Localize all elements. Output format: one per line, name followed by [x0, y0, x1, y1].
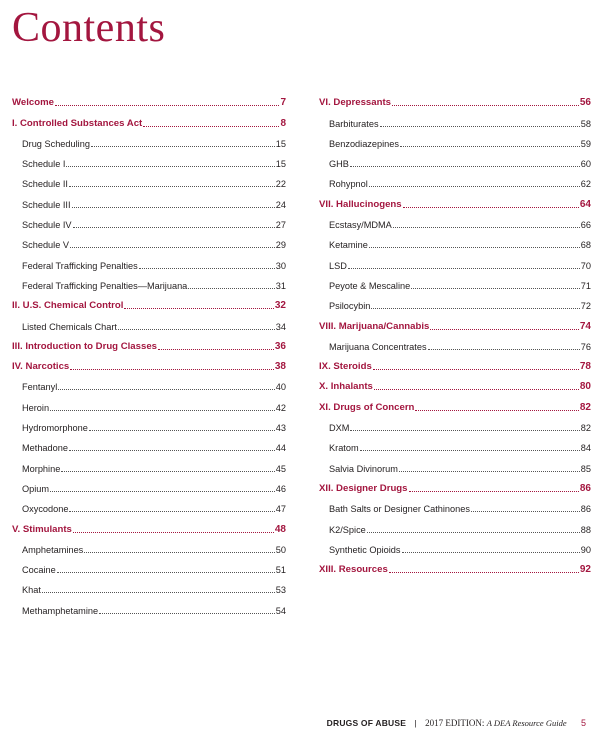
toc-entry-page: 53 — [275, 585, 286, 596]
dot-leader — [139, 268, 275, 269]
dot-leader — [402, 552, 580, 553]
dot-leader — [380, 126, 580, 127]
toc-section-entry[interactable] — [319, 555, 591, 575]
dot-leader — [70, 369, 274, 370]
toc-entry-page: 92 — [579, 564, 591, 576]
dot-leader — [99, 613, 275, 614]
toc-entry-page: 82 — [580, 423, 591, 434]
toc-entry-label: Hydromorphone — [22, 423, 88, 434]
toc-entry-label: Drug Scheduling — [22, 138, 90, 149]
toc-entry-label: Rohypnol — [329, 179, 368, 190]
toc-entry-page: 70 — [580, 260, 591, 271]
dot-leader — [73, 227, 275, 228]
page-footer — [327, 718, 586, 728]
toc-entry-label: VII. Hallucinogens — [319, 198, 402, 210]
toc-entry-page: 76 — [580, 341, 591, 352]
toc-sub-entry[interactable] — [12, 555, 286, 575]
dot-leader — [66, 166, 274, 167]
toc-section-entry[interactable] — [319, 474, 591, 494]
dot-leader — [367, 532, 580, 533]
toc-sub-entry[interactable] — [12, 129, 286, 149]
toc-sub-entry[interactable] — [319, 535, 591, 555]
toc-entry-label: Federal Trafficking Penalties — [22, 260, 138, 271]
toc-entry-label: Khat — [22, 585, 41, 596]
toc-entry-page: 59 — [580, 138, 591, 149]
toc-sub-entry[interactable] — [319, 169, 591, 189]
toc-entry-page: 71 — [580, 280, 591, 291]
dot-leader — [393, 227, 580, 228]
toc-entry-page: 7 — [280, 97, 286, 109]
toc-entry-page: 46 — [275, 483, 286, 494]
toc-sub-entry[interactable] — [12, 271, 286, 291]
toc-sub-entry[interactable] — [319, 230, 591, 250]
dot-leader — [371, 308, 579, 309]
toc-entry-page: 90 — [580, 544, 591, 555]
toc-entry-page: 15 — [275, 159, 286, 170]
toc-entry-page: 50 — [275, 544, 286, 555]
toc-section-entry[interactable] — [319, 372, 591, 392]
dot-leader — [389, 572, 579, 573]
toc-sub-entry[interactable] — [12, 210, 286, 230]
dot-leader — [369, 186, 580, 187]
toc-sub-entry[interactable] — [319, 453, 591, 473]
toc-entry-page: 62 — [580, 179, 591, 190]
dot-leader — [73, 532, 274, 533]
toc-entry-page: 29 — [275, 240, 286, 251]
dot-leader — [399, 471, 580, 472]
toc-sub-entry[interactable] — [319, 514, 591, 534]
dot-leader — [392, 105, 579, 106]
toc-section-entry[interactable] — [12, 352, 286, 372]
dot-leader — [374, 389, 579, 390]
toc-sub-entry[interactable] — [12, 413, 286, 433]
toc-entry-page: 22 — [275, 179, 286, 190]
toc-sub-entry[interactable] — [319, 129, 591, 149]
dot-leader — [50, 491, 275, 492]
toc-entry-page: 60 — [580, 159, 591, 170]
toc-entry-label: Schedule V — [22, 240, 69, 251]
toc-entry-page: 85 — [580, 463, 591, 474]
toc-sub-entry[interactable] — [12, 372, 286, 392]
toc-section-entry[interactable] — [319, 392, 591, 412]
toc-entry-label: Amphetamines — [22, 544, 84, 555]
toc-entry-label: Peyote & Mescaline — [329, 280, 411, 291]
toc-entry-label: Schedule I — [22, 159, 66, 170]
dot-leader — [89, 430, 275, 431]
toc-entry-page: 8 — [280, 117, 286, 129]
toc-entry-page: 30 — [275, 260, 286, 271]
toc-entry-label: Synthetic Opioids — [329, 544, 401, 555]
dot-leader — [50, 410, 275, 411]
toc-entry-label: Benzodiazepines — [329, 138, 399, 149]
toc-section-entry[interactable] — [12, 332, 286, 352]
toc-entry-page: 47 — [275, 504, 286, 515]
dot-leader — [91, 146, 275, 147]
toc-entry-page: 31 — [275, 280, 286, 291]
toc-entry-page: 66 — [580, 220, 591, 231]
toc-entry-label: Schedule III — [22, 199, 71, 210]
toc-sub-entry[interactable] — [12, 392, 286, 412]
dot-leader — [188, 288, 274, 289]
dot-leader — [61, 471, 274, 472]
toc-entry-label: Heroin — [22, 402, 50, 413]
toc-entry-label: XIII. Resources — [319, 564, 388, 576]
toc-entry-label: XI. Drugs of Concern — [319, 401, 415, 413]
toc-entry-label: Welcome — [12, 97, 54, 109]
dot-leader — [69, 511, 274, 512]
toc-entry-label: Barbiturates — [329, 118, 379, 129]
toc-entry-label: IV. Narcotics — [12, 361, 70, 373]
toc-entry-page: 42 — [275, 402, 286, 413]
toc-sub-entry[interactable] — [319, 250, 591, 270]
toc-entry-page: 82 — [579, 401, 591, 413]
dot-leader — [373, 369, 579, 370]
toc-entry-page: 51 — [275, 565, 286, 576]
toc-entry-label: VI. Depressants — [319, 97, 391, 109]
toc-entry-label: Kratom — [329, 443, 359, 454]
footer-brand: DRUGS OF ABUSE — [326, 718, 407, 728]
toc-sub-entry[interactable] — [319, 271, 591, 291]
toc-entry-page: 43 — [275, 423, 286, 434]
toc-entry-page: 80 — [579, 381, 591, 393]
dot-leader — [57, 572, 275, 573]
toc-entry-page: 15 — [275, 138, 286, 149]
toc-entry-label: Ecstasy/MDMA — [329, 220, 392, 231]
toc-entry-label: IX. Steroids — [319, 361, 372, 373]
toc-entry-label: X. Inhalants — [319, 381, 373, 393]
toc-sub-entry[interactable] — [319, 494, 591, 514]
toc-entry-label: Methadone — [22, 443, 68, 454]
toc-section-entry[interactable] — [12, 108, 286, 128]
toc-entry-label: GHB — [329, 159, 349, 170]
toc-entry-page: 56 — [579, 97, 591, 109]
toc-entry-label: Schedule II — [22, 179, 68, 190]
footer-page-number: 5 — [580, 718, 586, 728]
dot-leader — [360, 450, 580, 451]
toc-entry-label: III. Introduction to Drug Classes — [12, 340, 157, 352]
toc-section-entry[interactable] — [12, 514, 286, 534]
dot-leader — [403, 207, 579, 208]
toc-entry-label: Marijuana Concentrates — [329, 341, 427, 352]
dot-leader — [158, 349, 274, 350]
toc-sub-entry[interactable] — [319, 210, 591, 230]
toc-entry-label: VIII. Marijuana/Cannabis — [319, 320, 430, 332]
toc-section-entry[interactable] — [319, 189, 591, 209]
toc-sub-entry[interactable] — [12, 474, 286, 494]
toc-entry-page: 38 — [274, 361, 286, 373]
dot-leader — [350, 430, 579, 431]
toc-sub-entry[interactable] — [12, 250, 286, 270]
toc-entry-label: Salvia Divinorum — [329, 463, 398, 474]
toc-entry-label: LSD — [329, 260, 347, 271]
toc-entry-page: 58 — [580, 118, 591, 129]
toc-sub-entry[interactable] — [12, 575, 286, 595]
dot-leader — [430, 329, 579, 330]
dot-leader — [69, 450, 275, 451]
toc-entry-page: 44 — [275, 443, 286, 454]
toc-entry-label: Fentanyl — [22, 382, 58, 393]
toc-section-entry[interactable] — [12, 88, 286, 108]
dot-leader — [70, 247, 275, 248]
toc-sub-entry[interactable] — [12, 433, 286, 453]
toc-entry-label: Oxycodone — [22, 504, 69, 515]
dot-leader — [350, 166, 580, 167]
toc-entry-label: Federal Trafficking Penalties—Marijuana — [22, 280, 188, 291]
dot-leader — [143, 126, 279, 127]
toc-entry-label: Schedule IV — [22, 220, 72, 231]
toc-sub-entry[interactable] — [319, 149, 591, 169]
toc-entry-page: 68 — [580, 240, 591, 251]
dot-leader — [409, 491, 579, 492]
toc-entry-label: II. U.S. Chemical Control — [12, 300, 124, 312]
toc-entry-page: 72 — [580, 301, 591, 312]
toc-entry-label: K2/Spice — [329, 524, 366, 535]
dot-leader — [124, 308, 273, 309]
toc-entry-label: Cocaine — [22, 565, 56, 576]
toc-entry-label: Listed Chemicals Chart — [22, 321, 117, 332]
dot-leader — [348, 268, 580, 269]
toc-entry-label: V. Stimulants — [12, 523, 72, 535]
toc-section-entry[interactable] — [12, 291, 286, 311]
toc-entry-page: 54 — [275, 605, 286, 616]
footer-separator: | — [414, 718, 417, 728]
page-title: Contents — [12, 5, 166, 51]
toc-entry-page: 78 — [579, 361, 591, 373]
dot-leader — [471, 511, 580, 512]
toc-entry-page: 74 — [579, 320, 591, 332]
toc-sub-entry[interactable] — [12, 230, 286, 250]
toc-sub-entry[interactable] — [12, 494, 286, 514]
dot-leader — [369, 247, 580, 248]
dot-leader — [58, 389, 275, 390]
toc-entry-label: I. Controlled Substances Act — [12, 117, 143, 129]
footer-edition: 2017 EDITION: — [425, 718, 485, 728]
toc-entry-label: DXM — [329, 423, 350, 434]
toc-entry-page: 32 — [274, 300, 286, 312]
toc-entry-page: 88 — [580, 524, 591, 535]
toc-sub-entry[interactable] — [12, 149, 286, 169]
toc-right-column — [319, 88, 591, 575]
toc-entry-page: 24 — [275, 199, 286, 210]
toc-entry-page: 34 — [275, 321, 286, 332]
toc-entry-label: XII. Designer Drugs — [319, 482, 408, 494]
toc-sub-entry[interactable] — [319, 332, 591, 352]
toc-sub-entry[interactable] — [12, 169, 286, 189]
toc-sub-entry[interactable] — [12, 311, 286, 331]
toc-section-entry[interactable] — [319, 88, 591, 108]
dot-leader — [69, 186, 275, 187]
toc-entry-label: Methamphetamine — [22, 605, 99, 616]
toc-entry-page: 86 — [580, 504, 591, 515]
toc-entry-page: 40 — [275, 382, 286, 393]
toc-entry-page: 86 — [579, 482, 591, 494]
toc-entry-label: Ketamine — [329, 240, 368, 251]
dot-leader — [55, 105, 279, 106]
toc-entry-page: 48 — [274, 523, 286, 535]
toc-sub-entry[interactable] — [319, 108, 591, 128]
toc-entry-label: Opium — [22, 483, 50, 494]
footer-guide: A DEA Resource Guide — [486, 718, 567, 728]
toc-section-entry[interactable] — [319, 311, 591, 331]
toc-entry-label: Psilocybin — [329, 301, 371, 312]
dot-leader — [72, 207, 275, 208]
toc-section-entry[interactable] — [319, 352, 591, 372]
toc-entry-page: 27 — [275, 220, 286, 231]
toc-sub-entry[interactable] — [319, 433, 591, 453]
toc-sub-entry[interactable] — [12, 453, 286, 473]
toc-entry-page: 45 — [275, 463, 286, 474]
dot-leader — [428, 349, 580, 350]
toc-entry-label: Bath Salts or Designer Cathinones — [329, 504, 470, 515]
toc-entry-label: Morphine — [22, 463, 61, 474]
toc-sub-entry[interactable] — [319, 413, 591, 433]
dot-leader — [42, 592, 275, 593]
toc-left-column — [12, 88, 286, 616]
dot-leader — [400, 146, 580, 147]
dot-leader — [415, 410, 578, 411]
toc-entry-page: 36 — [274, 340, 286, 352]
dot-leader — [118, 329, 275, 330]
toc-sub-entry[interactable] — [12, 595, 286, 615]
toc-sub-entry[interactable] — [12, 535, 286, 555]
toc-entry-page: 64 — [579, 198, 591, 210]
toc-entry-page: 84 — [580, 443, 591, 454]
toc-sub-entry[interactable] — [12, 189, 286, 209]
dot-leader — [84, 552, 274, 553]
dot-leader — [411, 288, 580, 289]
toc-sub-entry[interactable] — [319, 291, 591, 311]
